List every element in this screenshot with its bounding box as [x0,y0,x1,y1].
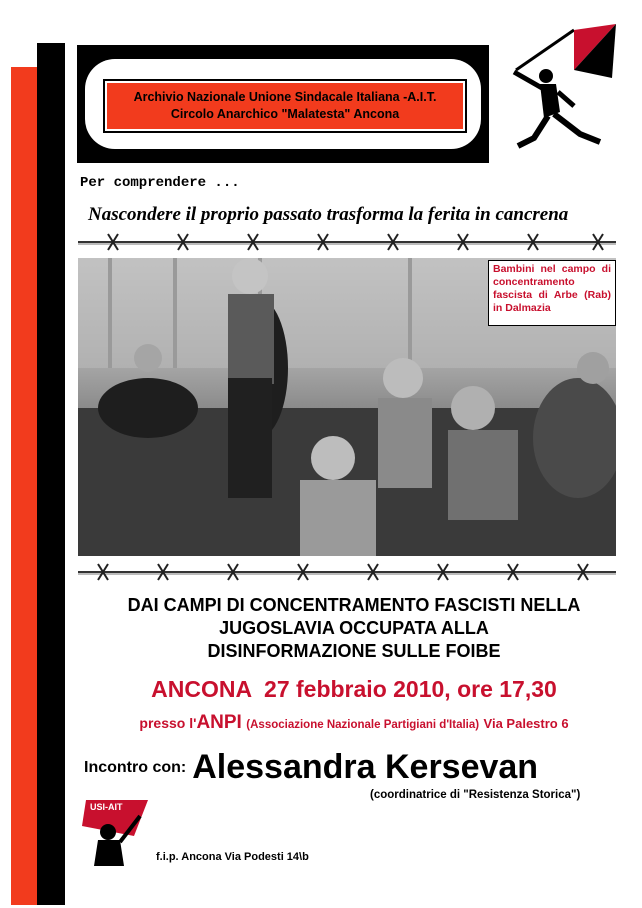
headline-line-2: JUGOSLAVIA OCCUPATA ALLA [219,618,489,638]
barbed-wire-bottom-icon [78,560,616,584]
flag-bearer-illustration-icon [488,22,618,167]
header-frame [77,45,489,163]
event-headline [66,594,642,663]
intro-text: Per comprendere ... [80,175,240,191]
usi-ait-logo [78,796,154,868]
speaker-name: Alessandra Kersevan [192,748,539,786]
footer-text: f.i.p. Ancona Via Podesti 14\b [156,851,309,863]
organization-box [105,81,465,131]
venue-address: Via Palestro 6 [483,716,569,731]
venue-org: ANPI [196,712,242,733]
headline-line-3: DISINFORMAZIONE SULLE FOIBE [207,641,501,661]
speaker-label: Incontro con: [84,759,187,776]
logo-text: USI-AIT [90,802,123,812]
event-date: ANCONA 27 febbraio 2010, ore 17,30 [151,676,557,702]
headline-line-1: DAI CAMPI DI CONCENTRAMENTO FASCISTI NELLA [127,595,581,615]
quote-title: Nascondere il proprio passato trasforma la ferita in cancrena [88,204,569,225]
photo-caption: Bambini nel campo di concentramento fascista di Arbe (Rab) in Dalmazia [488,260,616,326]
left-black-stripe [37,43,65,905]
organization-line-2: Circolo Anarchico "Malatesta" Ancona [170,107,400,121]
barbed-wire-top-icon [78,230,616,254]
left-red-stripe [11,67,37,905]
venue-prefix: presso l' [139,715,197,731]
organization-line-1: Archivio Nazionale Unione Sindacale Italiana -A.I.T. [133,90,437,104]
speaker-line [84,748,538,787]
event-venue [66,712,642,734]
venue-org-full: (Associazione Nazionale Partigiani d'Italia) [246,719,480,731]
speaker-role: (coordinatrice di "Resistenza Storica") [370,789,581,801]
